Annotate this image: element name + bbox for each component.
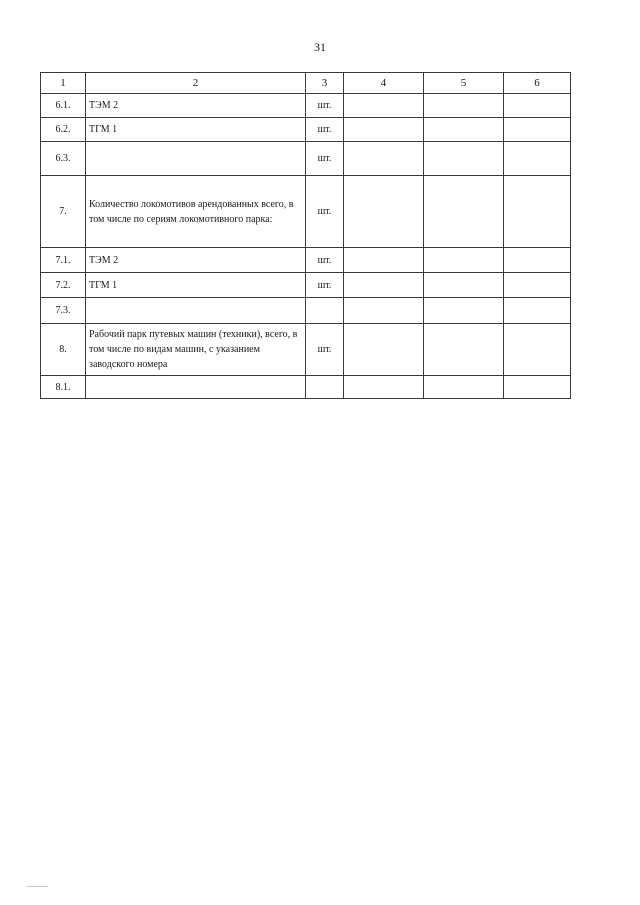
table-row <box>41 142 571 176</box>
column-header: 1 <box>41 73 86 94</box>
table-row <box>41 94 571 118</box>
column-header: 2 <box>86 73 306 94</box>
row-name: ТЭМ 2 <box>86 94 306 118</box>
table-row <box>41 273 571 298</box>
column-header: 3 <box>306 73 344 94</box>
row-value-6 <box>504 248 571 273</box>
row-number: 6.2. <box>41 118 86 142</box>
page-number: 31 <box>314 40 326 54</box>
row-unit: шт. <box>306 248 344 273</box>
row-value-6 <box>504 273 571 298</box>
row-value-6 <box>504 376 571 399</box>
row-number: 7. <box>41 176 86 248</box>
table-row <box>41 324 571 376</box>
table-header-row <box>41 73 571 94</box>
row-name: Количество локомотивов арендованных всего, в том числе по сериям локомотивного парка: <box>86 176 306 248</box>
row-name: ТЭМ 2 <box>86 248 306 273</box>
row-value-5 <box>424 176 504 248</box>
row-number: 6.3. <box>41 142 86 176</box>
row-value-5 <box>424 273 504 298</box>
row-name: ТГМ 1 <box>86 118 306 142</box>
row-unit <box>306 376 344 399</box>
row-name: Рабочий парк путевых машин (техники), всего, в том числе по видам машин, с указанием заводского номера <box>86 324 306 376</box>
scan-mark <box>26 886 48 887</box>
column-header: 5 <box>424 73 504 94</box>
row-value-5 <box>424 376 504 399</box>
row-unit: шт. <box>306 273 344 298</box>
row-unit <box>306 298 344 324</box>
row-value-4 <box>344 248 424 273</box>
row-value-6 <box>504 142 571 176</box>
row-value-4 <box>344 376 424 399</box>
row-value-6 <box>504 94 571 118</box>
row-value-4 <box>344 324 424 376</box>
row-unit: шт. <box>306 324 344 376</box>
row-number: 6.1. <box>41 94 86 118</box>
row-unit: шт. <box>306 118 344 142</box>
row-number: 7.3. <box>41 298 86 324</box>
row-value-4 <box>344 94 424 118</box>
row-unit: шт. <box>306 142 344 176</box>
row-value-4 <box>344 298 424 324</box>
row-name <box>86 298 306 324</box>
row-value-4 <box>344 142 424 176</box>
row-value-5 <box>424 298 504 324</box>
table-row <box>41 118 571 142</box>
table-row <box>41 376 571 399</box>
table-row <box>41 248 571 273</box>
row-unit: шт. <box>306 176 344 248</box>
table-row <box>41 176 571 248</box>
row-unit: шт. <box>306 94 344 118</box>
row-value-6 <box>504 118 571 142</box>
row-name <box>86 142 306 176</box>
row-value-4 <box>344 176 424 248</box>
row-name: ТГМ 1 <box>86 273 306 298</box>
row-number: 7.2. <box>41 273 86 298</box>
row-value-5 <box>424 94 504 118</box>
row-value-6 <box>504 324 571 376</box>
table-row <box>41 298 571 324</box>
row-number: 8. <box>41 324 86 376</box>
row-value-5 <box>424 118 504 142</box>
row-value-6 <box>504 176 571 248</box>
data-table <box>40 72 571 399</box>
row-name <box>86 376 306 399</box>
row-value-6 <box>504 298 571 324</box>
row-number: 7.1. <box>41 248 86 273</box>
row-value-4 <box>344 118 424 142</box>
row-value-5 <box>424 142 504 176</box>
row-value-5 <box>424 248 504 273</box>
row-value-5 <box>424 324 504 376</box>
column-header: 4 <box>344 73 424 94</box>
column-header: 6 <box>504 73 571 94</box>
row-value-4 <box>344 273 424 298</box>
row-number: 8.1. <box>41 376 86 399</box>
